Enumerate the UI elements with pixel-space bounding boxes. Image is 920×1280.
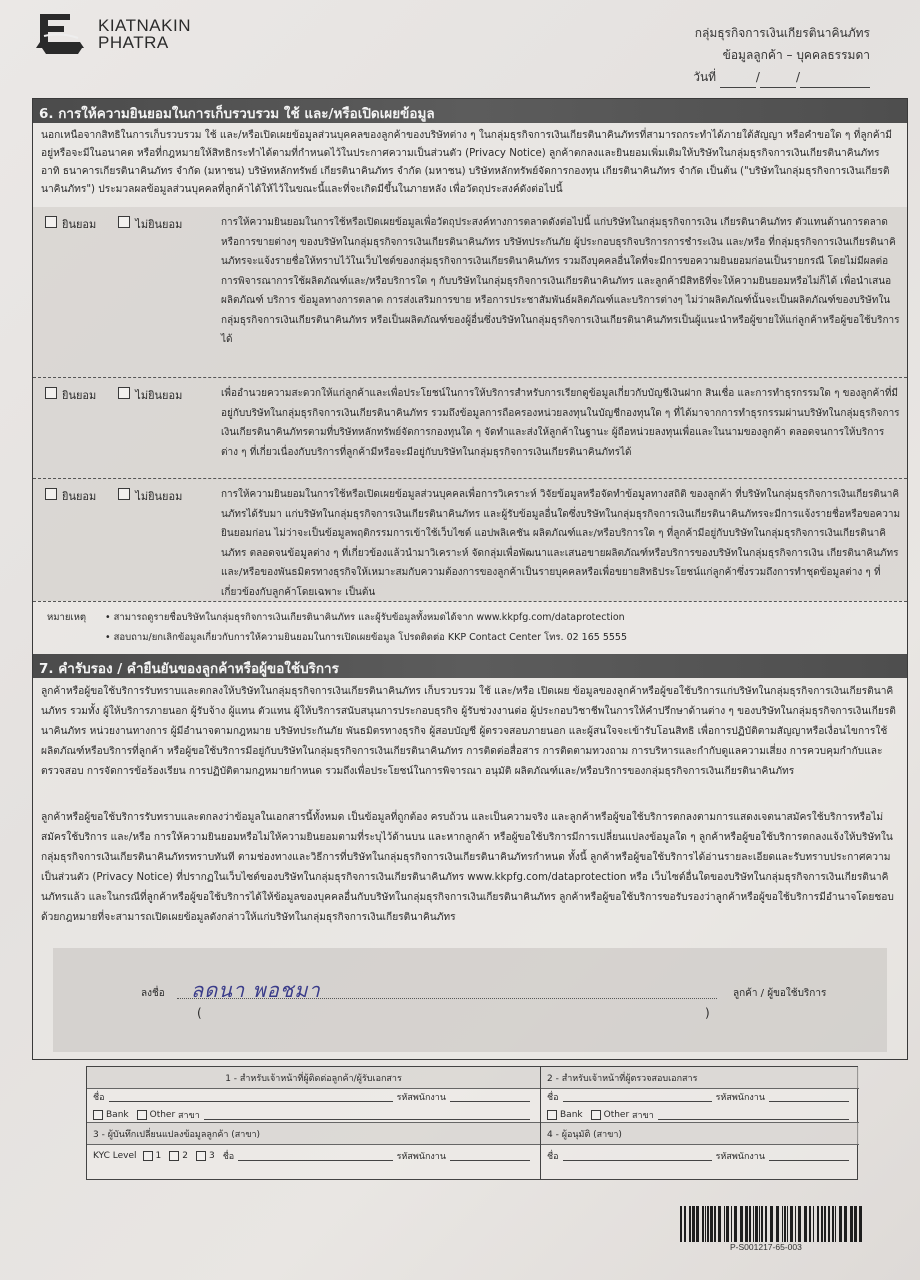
form-type: ข้อมูลลูกค้า – บุคคลธรรมดา <box>722 48 870 62</box>
section6-title: 6. การให้ความยินยอมในการเก็บรวบรวม ใช้ และ/หรือเปิดเผยข้อมูล <box>33 99 907 123</box>
barcode-bar <box>787 1206 788 1242</box>
consent-form <box>32 98 908 1060</box>
barcode-bar <box>680 1206 682 1242</box>
barcode-bar <box>765 1206 767 1242</box>
checkbox[interactable] <box>45 387 57 399</box>
barcode <box>680 1206 866 1242</box>
barcode-bar <box>734 1206 737 1242</box>
kyc-3-checkbox[interactable] <box>196 1151 206 1161</box>
barcode-text: P-S001217-65-003 <box>730 1242 802 1252</box>
note-item: • สามารถดูรายชื่อบริษัทในกลุ่มธุรกิจการเงินเกียรตินาคินภัทร และผู้รับข้อมูลทั้งหมดได้จาก www.kkpfg.com/dataprotection <box>105 608 627 628</box>
barcode-bar <box>718 1206 721 1242</box>
barcode-bar <box>731 1206 732 1242</box>
barcode-bar <box>790 1206 793 1242</box>
branch-field[interactable] <box>204 1110 530 1120</box>
checkbox[interactable] <box>118 488 130 500</box>
logo-line2: PHATRA <box>98 33 169 52</box>
barcode-bar <box>696 1206 699 1242</box>
section7-title: 7. คำรับรอง / คำยืนยันของลูกค้าหรือผู้ขอใช้บริการ <box>33 654 907 678</box>
barcode-bar <box>844 1206 847 1242</box>
barcode-bar <box>745 1206 748 1242</box>
barcode-bar <box>821 1206 823 1242</box>
barcode-bar <box>692 1206 695 1242</box>
barcode-bar <box>753 1206 754 1242</box>
note-item: • สอบถาม/ยกเลิกข้อมูลเกี่ยวกับการให้ความยินยอมในการเปิดเผยข้อมูล โปรดติดต่อ KKP Contact Center โทร. 02 165 5555 <box>105 628 627 648</box>
decline-option[interactable]: ไม่ยินยอม <box>118 386 182 472</box>
header-info <box>693 22 870 88</box>
kyc-label: KYC Level <box>93 1151 137 1161</box>
barcode-bar <box>798 1206 801 1242</box>
consent-text: การให้ความยินยอมในการใช้หรือเปิดเผยข้อมูลส่วนบุคคลเพื่อการวิเคราะห์ วิจัยข้อมูลหรือจัดทำข้อมูลทางสถิติ ของลูกค้า ที่บริษัทในกลุ่มธุรกิจการเงินเกียรตินาคินภัทรได้รับมา แก่บริษัทในกลุ่มธุรกิจการเงินเกียรตินาคินภัทร และผู้รับข้อมูลอื่นใดซึ่งบริษัทในกลุ่มธุรกิจการเงินเกียรตินาคินภัทรจะมีการแจ้งรายชื่อหรือขอความยินยอมก่อน ไม่ว่าจะเป็นข้อมูลพฤติกรรมการเข้าใช้เว็บไซต์ แอปพลิเคชัน ผลิตภัณฑ์และ/หรือบริการใด ๆ ที่ลูกค้ามีอยู่กับบริษัทในกลุ่มธุรกิจการเงินเกียรตินาคินภัทร ตลอดจนข้อมูลต่าง ๆ ที่เกี่ยวข้องแล้วนำมาวิเคราะห์ จัดกลุ่มเพื่อพัฒนาและเสนอขายผลิตภัณฑ์หรือบริการของบริษัทในกลุ่มธุรกิจการเงิน เกียรตินาคินภัทร และ/หรือของพันธมิตรทางธุรกิจให้เหมาะสมกับความต้องการของลูกค้าเป็นรายบุคคลหรือเพื่อขยายสิทธิประโยชน์แก่ลูกค้าซึ่งรวมถึงการทำชุดข้อมูลต่าง ๆ ที่เกี่ยวข้องกับลูกค้าโดยเฉพาะ เป็นต้น <box>221 489 901 598</box>
decline-option[interactable]: ไม่ยินยอม <box>118 215 182 371</box>
barcode-bar <box>689 1206 691 1242</box>
barcode-bar <box>714 1206 716 1242</box>
other-checkbox[interactable] <box>591 1110 601 1120</box>
barcode-bar <box>705 1206 706 1242</box>
box4-title: 4 - ผู้อนุมัติ (สาขา) <box>541 1123 859 1145</box>
employee-id-field[interactable] <box>769 1092 849 1102</box>
sign-label: ลงชื่อ <box>141 988 165 999</box>
section7-paragraph2: ลูกค้าหรือผู้ขอใช้บริการรับทราบและตกลงว่าข้อมูลในเอกสารนี้ทั้งหมด เป็นข้อมูลที่ถูกต้อง ครบถ้วน และเป็นความจริง และลูกค้าหรือผู้ขอใช้บริการตกลงตามการแสดงเจตนาสมัครใช้บริการหรือไม่สมัครใช้บริการ และ/หรือ การให้ความยินยอมหรือไม่ให้ความยินยอมตามที่ระบุไว้ด้านบน และหากลูกค้า หรือผู้ขอใช้บริการมีการเปลี่ยนแปลงข้อมูลใด ๆ ลูกค้าหรือผู้ขอใช้บริการตกลงแจ้งให้บริษัทในกลุ่มธุรกิจการเงินเกียรตินาคินภัทรทราบทันที ตามช่องทางและวิธีการที่บริษัทในกลุ่มธุรกิจการเงินเกียรตินาคินภัทรกำหนด ทั้งนี้ ลูกค้าหรือผู้ขอใช้บริการได้อ่านรายละเอียดและรับทราบประกาศความเป็นส่วนตัว (Privacy Notice) ที่ปรากฏในเว็บไซต์ของบริษัทในกลุ่มธุรกิจการเงินเกียรตินาคินภัทร www.kkpfg.com/dataprotection หรือ เว็บไซต์อื่นใดของบริษัทในกลุ่มธุรกิจการเงินเกียรตินาคินภัทรแล้ว และในกรณีที่ลูกค้าหรือผู้ขอใช้บริการได้ให้ข้อมูลของบุคคลอื่นกับบริษัทในกลุ่มธุรกิจการเงินเกียรตินาคินภัทร ลูกค้าหรือผู้ขอใช้บริการขอรับรองว่าลูกค้าหรือผู้ขอใช้บริการมีอำนาจโดยชอบด้วยกฎหมายที่จะสามารถเปิดเผยข้อมูลดังกล่าวให้แก่บริษัทในกลุ่มธุรกิจการเงินเกียรตินาคินภัทร <box>41 812 894 923</box>
barcode-bar <box>782 1206 783 1242</box>
barcode-bar <box>839 1206 842 1242</box>
notes-label: หมายเหตุ <box>47 612 87 623</box>
section6-intro: นอกเหนือจากสิทธิในการเก็บรวบรวม ใช้ และ/หรือเปิดเผยข้อมูลส่วนบุคคลของลูกค้าของบริษัทต่าง ๆ ในกลุ่มธุรกิจการเงินเกียรตินาคินภัทรที่สามารถกระทำได้ภายใต้สัญญา หรือคำขอใด ๆ ที่ลูกค้ามีอยู่หรือจะมีในอนาคต หรือที่กฎหมายให้สิทธิกระทำได้ตามที่กำหนดไว้ในประกาศความเป็นส่วนตัว (Privacy Notice) ลูกค้าตกลงและยินยอมเพิ่มเติมให้บริษัทในกลุ่มธุรกิจการเงินเกียรตินาคินภัทร อาทิ ธนาคารเกียรตินาคินภัทร จำกัด (มหาชน) บริษัทหลักทรัพย์ เกียรตินาคินภัทร จำกัด (มหาชน) บริษัทหลักทรัพย์จัดการกองทุน เกียรตินาคินภัทร จำกัด เป็นต้น ("บริษัทในกลุ่มธุรกิจการเงินเกียรตินาคินภัทร") ประมวลผลข้อมูลส่วนบุคคลที่ลูกค้าได้ให้ไว้ในขณะนี้และที่จะเกิดมีขึ้นในภายหลัง เพื่อวัตถุประสงค์ดังต่อไปนี้ <box>41 130 892 195</box>
barcode-bar <box>824 1206 826 1242</box>
barcode-bar <box>859 1206 862 1242</box>
barcode-bar <box>776 1206 779 1242</box>
name-paren-close: ) <box>705 1006 710 1020</box>
barcode-bar <box>755 1206 758 1242</box>
kyc-2-checkbox[interactable] <box>169 1151 179 1161</box>
consent-option[interactable]: ยินยอม <box>45 215 96 371</box>
barcode-bar <box>854 1206 857 1242</box>
employee-id-label: รหัสพนักงาน <box>396 1092 446 1103</box>
barcode-bar <box>761 1206 763 1242</box>
signature-area <box>53 948 887 1052</box>
employee-id-field[interactable] <box>450 1092 530 1102</box>
name-label: ชื่อ <box>93 1092 105 1103</box>
checkbox[interactable] <box>118 387 130 399</box>
name-field[interactable] <box>109 1092 393 1102</box>
bank-checkbox[interactable] <box>547 1110 557 1120</box>
staff-use-table: 1 - สำหรับเจ้าหน้าที่ผู้ติดต่อลูกค้า/ผู้รับเอกสาร ชื่อ รหัสพนักงาน Bank Other สาขา 3 - ผู้บันทึกเปลี่ยนแปลงข้อมูลลูกค้า (สาขา) KYC Level 1 2 3 ชื่อ รหัสพนักงาน 2 - สำหรับเจ้าหน้าที่ผู้ตรวจสอบเอกสาร ชื่อ รหัสพนักงาน Bank Other สาขา 4 - ผู้อนุมัติ (สาขา) ชื่อ รหัสพนักงาน <box>86 1066 858 1180</box>
box3-title: 3 - ผู้บันทึกเปลี่ยนแปลงข้อมูลลูกค้า (สาขา) <box>87 1123 540 1145</box>
consent-item-marketing <box>33 207 907 377</box>
decline-option[interactable]: ไม่ยินยอม <box>118 487 182 595</box>
name-field[interactable] <box>238 1151 392 1161</box>
branch-field[interactable] <box>658 1110 849 1120</box>
checkbox[interactable] <box>45 216 57 228</box>
barcode-bar <box>702 1206 704 1242</box>
date-label: วันที่ <box>693 70 717 84</box>
barcode-bar <box>784 1206 786 1242</box>
consent-item-analytics <box>33 478 907 601</box>
barcode-bar <box>684 1206 686 1242</box>
barcode-bar <box>726 1206 729 1242</box>
name-field[interactable] <box>563 1151 712 1161</box>
checkbox[interactable] <box>118 216 130 228</box>
consent-item-account-info <box>33 377 907 478</box>
employee-id-field[interactable] <box>450 1151 530 1161</box>
name-field[interactable] <box>563 1092 712 1102</box>
date-year-blank[interactable] <box>800 76 870 88</box>
barcode-bar <box>804 1206 807 1242</box>
consent-option[interactable]: ยินยอม <box>45 386 96 472</box>
barcode-bar <box>710 1206 713 1242</box>
barcode-bar <box>724 1206 725 1242</box>
barcode-bar <box>813 1206 814 1242</box>
barcode-bar <box>749 1206 751 1242</box>
barcode-bar <box>828 1206 830 1242</box>
kkp-logo-icon <box>34 12 88 56</box>
barcode-bar <box>832 1206 834 1242</box>
barcode-bar <box>835 1206 836 1242</box>
name-paren-open: ( <box>197 1006 202 1020</box>
barcode-bar <box>795 1206 796 1242</box>
other-checkbox[interactable] <box>137 1110 147 1120</box>
barcode-bar <box>817 1206 819 1242</box>
box1-title: 1 - สำหรับเจ้าหน้าที่ผู้ติดต่อลูกค้า/ผู้รับเอกสาร <box>87 1067 540 1089</box>
bank-checkbox[interactable] <box>93 1110 103 1120</box>
barcode-bar <box>707 1206 709 1242</box>
group-name: กลุ่มธุรกิจการเงินเกียรตินาคินภัทร <box>694 26 870 40</box>
sign-role: ลูกค้า / ผู้ขอใช้บริการ <box>733 988 827 999</box>
date-day-blank[interactable] <box>720 76 756 88</box>
kyc-1-checkbox[interactable] <box>143 1151 153 1161</box>
barcode-bar <box>809 1206 811 1242</box>
logo-line1: KIATNAKIN <box>98 16 191 35</box>
barcode-bar <box>740 1206 743 1242</box>
checkbox[interactable] <box>45 488 57 500</box>
employee-id-field[interactable] <box>769 1151 849 1161</box>
date-month-blank[interactable] <box>760 76 796 88</box>
customer-signature: ลดนา พอชมา <box>191 978 321 1002</box>
box2-title: 2 - สำหรับเจ้าหน้าที่ผู้ตรวจสอบเอกสาร <box>541 1067 859 1089</box>
notes <box>33 601 907 654</box>
section7-paragraph1: ลูกค้าหรือผู้ขอใช้บริการรับทราบและตกลงให้บริษัทในกลุ่มธุรกิจการเงินเกียรตินาคินภัทร เก็บรวบรวม ใช้ และ/หรือ เปิดเผย ข้อมูลของลูกค้าหรือผู้ขอใช้บริการแก่บริษัทในกลุ่มธุรกิจการเงินเกียรตินาคินภัทร รวมทั้ง ผู้ให้บริการภายนอก ผู้รับจ้าง ผู้แทน ตัวแทน ผู้ให้บริการสนับสนุนการประกอบธุรกิจ ผู้รับช่วงงานต่อ ผู้ประกอบวิชาชีพในการให้คำปรึกษาด้านต่าง ๆ ของบริษัทในกลุ่มธุรกิจการเงินเกียรตินาคินภัทร หน่วยงานทางการ ผู้มีอำนาจตามกฎหมาย บริษัทประกันภัย พันธมิตรทางธุรกิจ ผู้สอบบัญชี ผู้ตรวจสอบภายนอก และผู้สนใจจะเข้ารับโอนสิทธิ เพื่อการปฏิบัติตามสัญญาหรือเงื่อนไขการใช้ผลิตภัณฑ์หรือบริการที่ลูกค้า หรือผู้ขอใช้บริการมีอยู่กับบริษัทในกลุ่มธุรกิจการเงินเกียรตินาคินภัทร การติดต่อสื่อสาร การติดตามทวงถาม การบริหารและกำกับดูแลความเสี่ยง การควบคุมกำกับและตรวจสอบ การจัดการข้อร้องเรียน การปฏิบัติตามกฎหมายกำหนด รวมถึงเพื่อประโยชน์ในการพิจารณา อนุมัติ ผลิตภัณฑ์และ/หรือบริการของกลุ่มธุรกิจการเงินเกียรตินาคินภัทร <box>41 686 896 777</box>
barcode-bar <box>770 1206 773 1242</box>
barcode-bar <box>850 1206 853 1242</box>
consent-option[interactable]: ยินยอม <box>45 487 96 595</box>
date-field[interactable]: วันที่ / / <box>693 66 870 88</box>
consent-text: การให้ความยินยอมในการใช้หรือเปิดเผยข้อมูลเพื่อวัตถุประสงค์ทางการตลาดดังต่อไปนี้ แก่บริษัทในกลุ่มธุรกิจการเงิน เกียรตินาคินภัทร ตัวแทนด้านการตลาดหรือการขายต่างๆ ของบริษัทในกลุ่มธุรกิจการเงินเกียรตินาคินภัทร บริษัทประกันภัย ผู้ประกอบธุรกิจบริการการชำระเงิน และ/หรือ ที่กลุ่มธุรกิจการเงินเกียรตินาคินภัทรจะแจ้งรายชื่อให้ทราบไว้ในเว็บไซต์ของกลุ่มธุรกิจการเงินเกียรตินาคินภัทร รวมถึงบุคคลอื่นใดที่จะมีการขอความยินยอมก่อนเป็นรายกรณี โดยไม่มีผลต่อการพิจารณาการใช้ผลิตภัณฑ์และ/หรือบริการใด ๆ กับบริษัทในกลุ่มธุรกิจการเงินเกียรตินาคินภัทร และลูกค้ามีสิทธิที่จะให้ความยินยอมหรือไม่ก็ได้ เพื่อนำเสนอผลิตภัณฑ์ บริการ ข้อมูลทางการตลาด การส่งเสริมการขาย หรือการประชาสัมพันธ์ผลิตภัณฑ์และบริการต่างๆ ไม่ว่าผลิตภัณฑ์นั้นจะเป็นผลิตภัณฑ์ของบริษัทในกลุ่มธุรกิจการเงินเกียรตินาคินภัทร หรือเป็นผลิตภัณฑ์ของผู้อื่นซึ่งบริษัทในกลุ่มธุรกิจการเงินเกียรตินาคินภัทรเป็นผู้แนะนำหรือผู้ขายให้แก่ลูกค้าหรือผู้ขอใช้บริการได้ <box>221 217 900 345</box>
barcode-bar <box>759 1206 760 1242</box>
consent-text: เพื่ออำนวยความสะดวกให้แก่ลูกค้าและเพื่อประโยชน์ในการให้บริการสำหรับการเรียกดูข้อมูลเกี่ยวกับบัญชีเงินฝาก สินเชื่อ และการทำธุรกรรมใด ๆ ของลูกค้าที่มีอยู่กับบริษัทในกลุ่มธุรกิจการเงินเกียรตินาคินภัทร รวมถึงข้อมูลการถือครองหน่วยลงทุนในบัญชีกองทุนใด ๆ ที่ได้มาจากการทำธุรกรรมผ่านบริษัทในกลุ่มธุรกิจการเงินเกียรตินาคินภัทรตามที่บริษัทหลักทรัพย์จัดการกองทุนใด ๆ จัดทำและส่งให้ลูกค้าในฐานะ ผู้ถือหน่วยลงทุนเพื่อและในนามของลูกค้า ตลอดจนการให้บริการต่าง ๆ ที่เกี่ยวเนื่องกับบริการที่ลูกค้ามีหรือจะมีอยู่กับบริษัทในกลุ่มธุรกิจการเงินเกียรตินาคินภัทรได้ <box>221 388 900 458</box>
company-logo <box>34 12 191 56</box>
